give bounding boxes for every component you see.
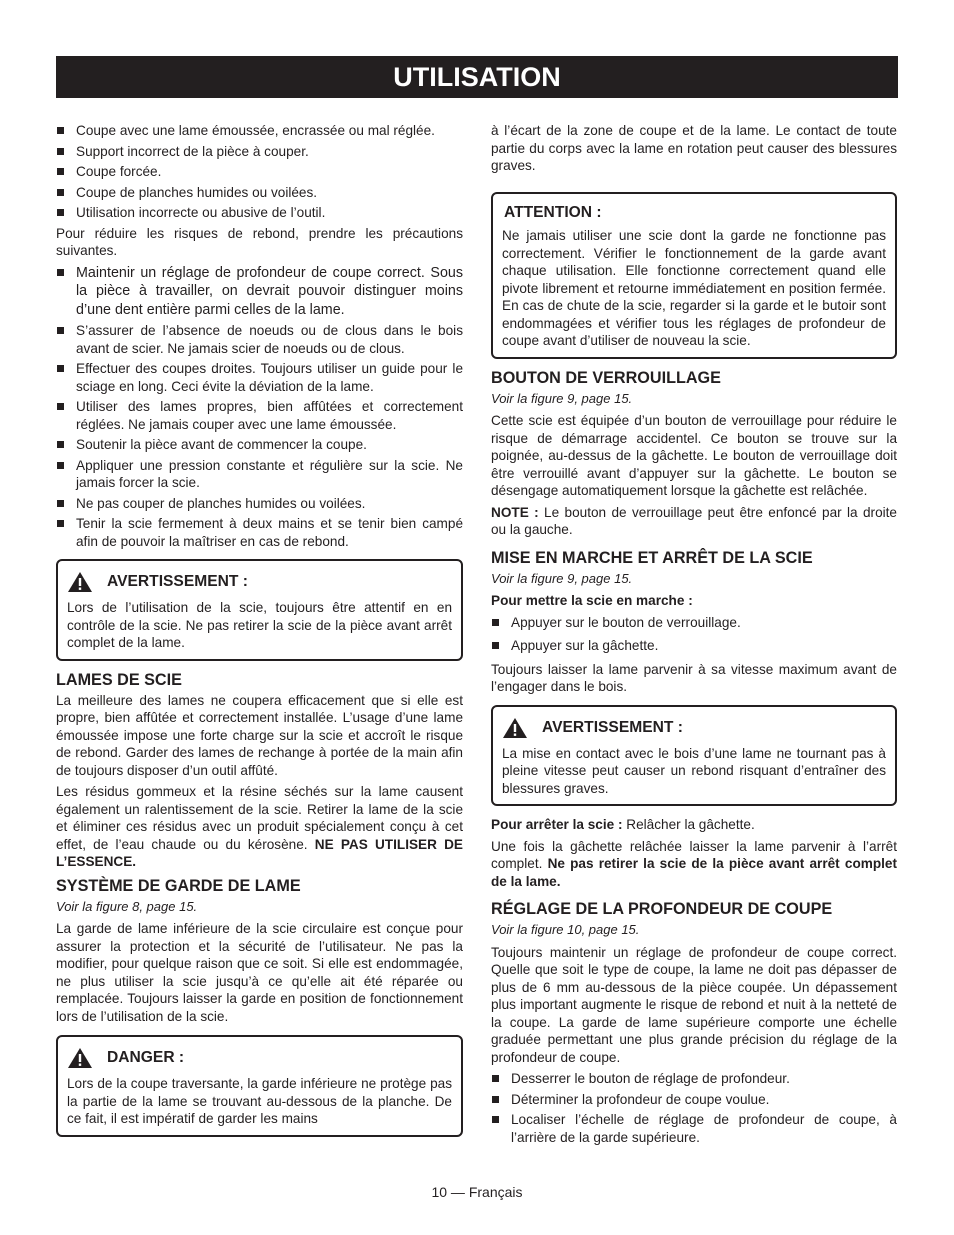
paragraph: Toujours maintenir un réglage de profondeur de coupe correct. Quelle que soit le type de coupe, la lame ne doit pas dépasser de plus de 6 mm au-dessous de la pièce coupée. Un dépassement plus important augmente le risque de rebond et nuit à la netteté de la coupe. La garde de lame supérieure comporte une échelle graduée permettant une plus grande précision du réglage de la profondeur de coupe. xyxy=(491,944,897,1065)
list-item: Appuyer sur la gâchette. xyxy=(491,637,897,655)
bullet-square-icon xyxy=(57,168,64,175)
paragraph: Les résidus gommeux et la résine séchés sur la lame causent également un ralentissement de la scie. Retirer la lame de la scie et éliminer ces résidus avec un produit spécialement conçu à cet effet, de l’eau chaude ou du kérosène. NE PAS UTILISER DE L’ESSENCE. xyxy=(56,784,463,869)
warning-triangle-icon xyxy=(502,717,528,739)
warning-box xyxy=(491,705,897,807)
bullet-square-icon xyxy=(57,520,64,527)
precautions-list xyxy=(56,264,463,551)
list-item: Utilisation incorrecte ou abusive de l’outil. xyxy=(56,204,463,222)
bullet-square-icon xyxy=(57,403,64,410)
page-title: UTILISATION xyxy=(56,56,898,98)
danger-heading: DANGER : xyxy=(67,1047,452,1069)
attention-text: Ne jamais utiliser une scie dont la garde ne fonctionne pas correctement. Vérifier le fonctionnement de la garde avant chaque utilisation. Elle fonctionne correctement quand elle pivote librement et retourne immédiatement en position fermée. En cas de chute de la scie, regarder si la garde et le butoir sont endommagées et vérifier tous les réglages de profondeur de coupe avant d’utiliser de nouveau la scie. xyxy=(502,228,886,348)
list-item: Tenir la scie fermement à deux mains et se tenir bien campé afin de pouvoir la maîtriser en cas de rebond. xyxy=(56,515,463,550)
bullet-square-icon xyxy=(57,327,64,334)
warning-triangle-icon xyxy=(67,571,93,593)
section-heading-garde: SYSTÈME DE GARDE DE LAME xyxy=(56,876,301,895)
paragraph: La garde de lame inférieure de la scie circulaire est conçue pour assurer la protection et la sécurité de l’utilisateur. Ne pas la modifier, pour quelque raison que ce soit. Si elle est endommagée, ne plus utiliser la scie jusqu’à ce qu’elle ait été réparée ou remplacée. Toujours laisser la garde en position de fonctionnement lors de l’utilisation de la scie. xyxy=(56,921,463,1024)
list-item: Soutenir la pièce avant de commencer la coupe. xyxy=(56,436,463,454)
page-footer: 10 — Français xyxy=(431,1184,523,1200)
right-column xyxy=(491,122,897,1149)
attention-box xyxy=(491,192,897,359)
bullet-square-icon xyxy=(57,441,64,448)
danger-text: Lors de la coupe traversante, la garde inférieure ne protège pas la partie de la lame se trouvant au-dessous de la planche. De ce fait, il est impératif de garder les mains xyxy=(67,1076,452,1126)
paragraph: La meilleure des lames ne coupera efficacement que si elle est propre, bien affûtée et correctement installée. L’usage d’une lame émoussée impose une forte charge sur la scie et accroît le risque de rebond. Garder des lames de rechange à portée de la main afin de toujours disposer d’un outil affûté. xyxy=(56,692,463,778)
warning-heading: AVERTISSEMENT : xyxy=(502,717,886,739)
kickback-causes-list xyxy=(56,122,463,222)
bullet-square-icon xyxy=(57,269,64,276)
list-item: Localiser l’échelle de réglage de profondeur de coupe, à l’arrière de la garde supérieure. xyxy=(491,1111,897,1146)
list-item: Appliquer une pression constante et régulière sur la scie. Ne jamais forcer la scie. xyxy=(56,457,463,492)
attention-heading: ATTENTION : xyxy=(504,203,602,221)
warning-heading: AVERTISSEMENT : xyxy=(67,571,452,593)
warning-text: Lors de l’utilisation de la scie, toujours être attentif en en contrôle de la scie. Ne pas retirer la scie de la pièce avant arrêt complet de la lame. xyxy=(67,600,452,650)
depth-steps-list xyxy=(491,1070,897,1146)
list-item: Utiliser des lames propres, bien affûtées et correctement réglées. Ne jamais couper avec une lame émoussée. xyxy=(56,398,463,433)
subheading: Pour mettre la scie en marche : xyxy=(491,593,693,608)
paragraph: Cette scie est équipée d’un bouton de verrouillage pour réduire le risque de démarrage accidentel. Ce bouton se trouve sur la poignée, au-dessus de la gâchette. Le bouton de verrouillage doit être verrouillé avant d’appuyer sur la gâchette. Le bouton se désengage automatiquement lorsque la gâchette est relâchée. xyxy=(491,413,897,498)
left-column xyxy=(56,122,463,1145)
list-item: Desserrer le bouton de réglage de profondeur. xyxy=(491,1070,897,1088)
bullet-square-icon xyxy=(492,619,499,626)
figure-reference: Voir la figure 8, page 15. xyxy=(56,898,198,914)
warning-text: La mise en contact avec le bois d’une lame ne tournant pas à pleine vitesse peut causer un rebond risquant d’entraîner des blessures graves. xyxy=(502,745,886,796)
note-paragraph: NOTE : Le bouton de verrouillage peut être enfoncé par la droite ou la gauche. xyxy=(491,504,897,537)
bullet-square-icon xyxy=(57,127,64,134)
paragraph: Une fois la gâchette relâchée laisser la lame parvenir à l’arrêt complet. Ne pas retirer la scie de la pièce avant arrêt complet de la lame. xyxy=(491,838,898,889)
bullet-square-icon xyxy=(57,209,64,216)
section-heading-marche: MISE EN MARCHE ET ARRÊT DE LA SCIE xyxy=(491,548,813,567)
list-item: Support incorrect de la pièce à couper. xyxy=(56,143,463,161)
bullet-square-icon xyxy=(492,642,499,649)
figure-reference: Voir la figure 9, page 15. xyxy=(491,570,633,586)
figure-reference: Voir la figure 10, page 15. xyxy=(491,922,640,937)
warning-box xyxy=(56,559,463,661)
list-item: Maintenir un réglage de profondeur de coupe correct. Sous la pièce à travailler, on devrait pouvoir distinguer moins d’une dent entière parmi celles de la lame. xyxy=(56,264,463,320)
paragraph: Toujours laisser la lame parvenir à sa vitesse maximum avant de l’engager dans le bois. xyxy=(491,661,897,694)
bullet-square-icon xyxy=(57,500,64,507)
figure-reference: Voir la figure 9, page 15. xyxy=(491,390,633,406)
bullet-square-icon xyxy=(492,1075,499,1082)
list-item: Ne pas couper de planches humides ou voilées. xyxy=(56,495,463,513)
list-item: S’assurer de l’absence de noeuds ou de clous dans le bois avant de scier. Ne jamais scier de noeuds ou de clous. xyxy=(56,322,463,357)
paragraph: Pour arrêter la scie : Relâcher la gâchette. xyxy=(491,817,755,832)
start-steps-list xyxy=(491,614,897,655)
bullet-square-icon xyxy=(492,1096,499,1103)
danger-box xyxy=(56,1035,463,1137)
list-item: Coupe forcée. xyxy=(56,163,463,181)
bullet-square-icon xyxy=(57,148,64,155)
bullet-square-icon xyxy=(57,365,64,372)
list-item: Effectuer des coupes droites. Toujours utiliser un guide pour le sciage en long. Ceci évite la déviation de la lame. xyxy=(56,360,463,395)
warning-triangle-icon xyxy=(67,1047,93,1069)
precautions-intro: Pour réduire les risques de rebond, prendre les précautions suivantes. xyxy=(56,225,463,258)
list-item: Appuyer sur le bouton de verrouillage. xyxy=(491,614,897,632)
section-heading-reglage: RÉGLAGE DE LA PROFONDEUR DE COUPE xyxy=(491,900,833,918)
bullet-square-icon xyxy=(57,189,64,196)
section-heading-bouton: BOUTON DE VERROUILLAGE xyxy=(491,368,721,387)
list-item: Coupe avec une lame émoussée, encrassée ou mal réglée. xyxy=(56,122,463,140)
bullet-square-icon xyxy=(57,462,64,469)
list-item: Déterminer la profondeur de coupe voulue. xyxy=(491,1091,897,1109)
paragraph: à l’écart de la zone de coupe et de la lame. Le contact de toute partie du corps avec la lame en rotation peut causer des blessures graves. xyxy=(491,123,897,173)
section-heading-lames: LAMES DE SCIE xyxy=(56,670,182,689)
list-item: Coupe de planches humides ou voilées. xyxy=(56,184,463,202)
bullet-square-icon xyxy=(492,1116,499,1123)
